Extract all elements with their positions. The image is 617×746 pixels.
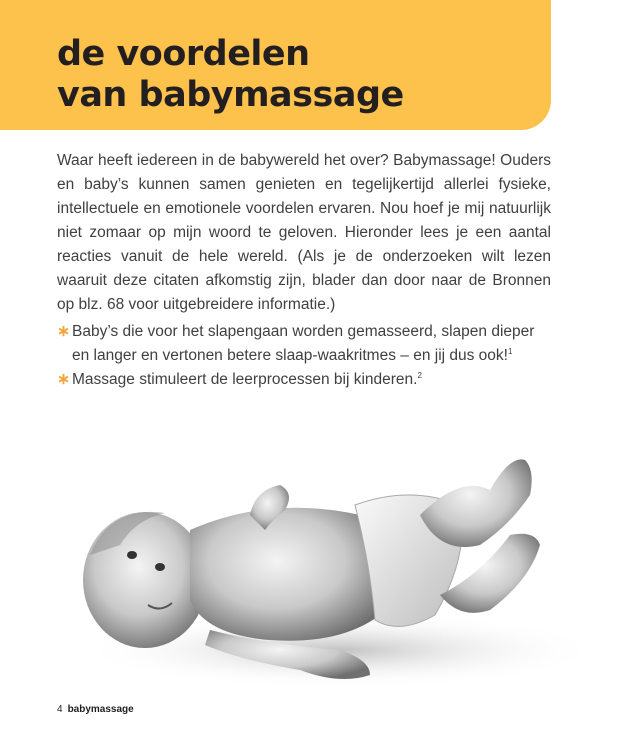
title-banner	[0, 0, 551, 130]
list-item-text: Baby’s die voor het slapengaan worden gemasseerd, slapen dieper en langer en vertonen betere slaap-waakritmes – en jij dus ook!	[72, 323, 535, 364]
page-title	[57, 34, 404, 116]
page-number: 4	[57, 704, 63, 715]
list-item-text: Massage stimuleert de leerprocessen bij kinderen.	[72, 371, 418, 388]
footnote-marker: 1	[507, 346, 513, 356]
baby-head	[83, 512, 207, 648]
baby-photo	[40, 435, 600, 695]
footnote-marker: 2	[417, 370, 422, 380]
list-item	[57, 368, 551, 392]
page-title-line-2: van babymassage	[57, 75, 404, 115]
asterisk-bullet-icon: ∗	[57, 323, 70, 340]
asterisk-bullet-icon: ∗	[57, 371, 70, 388]
intro-paragraph: Waar heeft iedereen in de babywereld het over? Babymassage! Ouders en baby’s kunnen samen genieten en tegelijkertijd allerlei fysieke, intellectuele en emotionele voordelen ervaren. Nou hoef je mij natuurlijk niet zomaar op mijn woord te geloven. Hieronder lees je een aantal reacties vanuit de hele wereld. (Als je de onderzoeken wilt lezen waaruit deze citaten afkomstig zijn, blader dan door naar de Bronnen op blz. 68 voor uitgebreidere informatie.)	[57, 152, 551, 313]
page-footer	[57, 704, 134, 715]
list-item	[57, 320, 551, 368]
book-title: babymassage	[67, 704, 134, 715]
page-title-line-1: de voordelen	[57, 34, 310, 74]
benefit-list	[57, 320, 551, 392]
baby-torso	[190, 508, 383, 641]
